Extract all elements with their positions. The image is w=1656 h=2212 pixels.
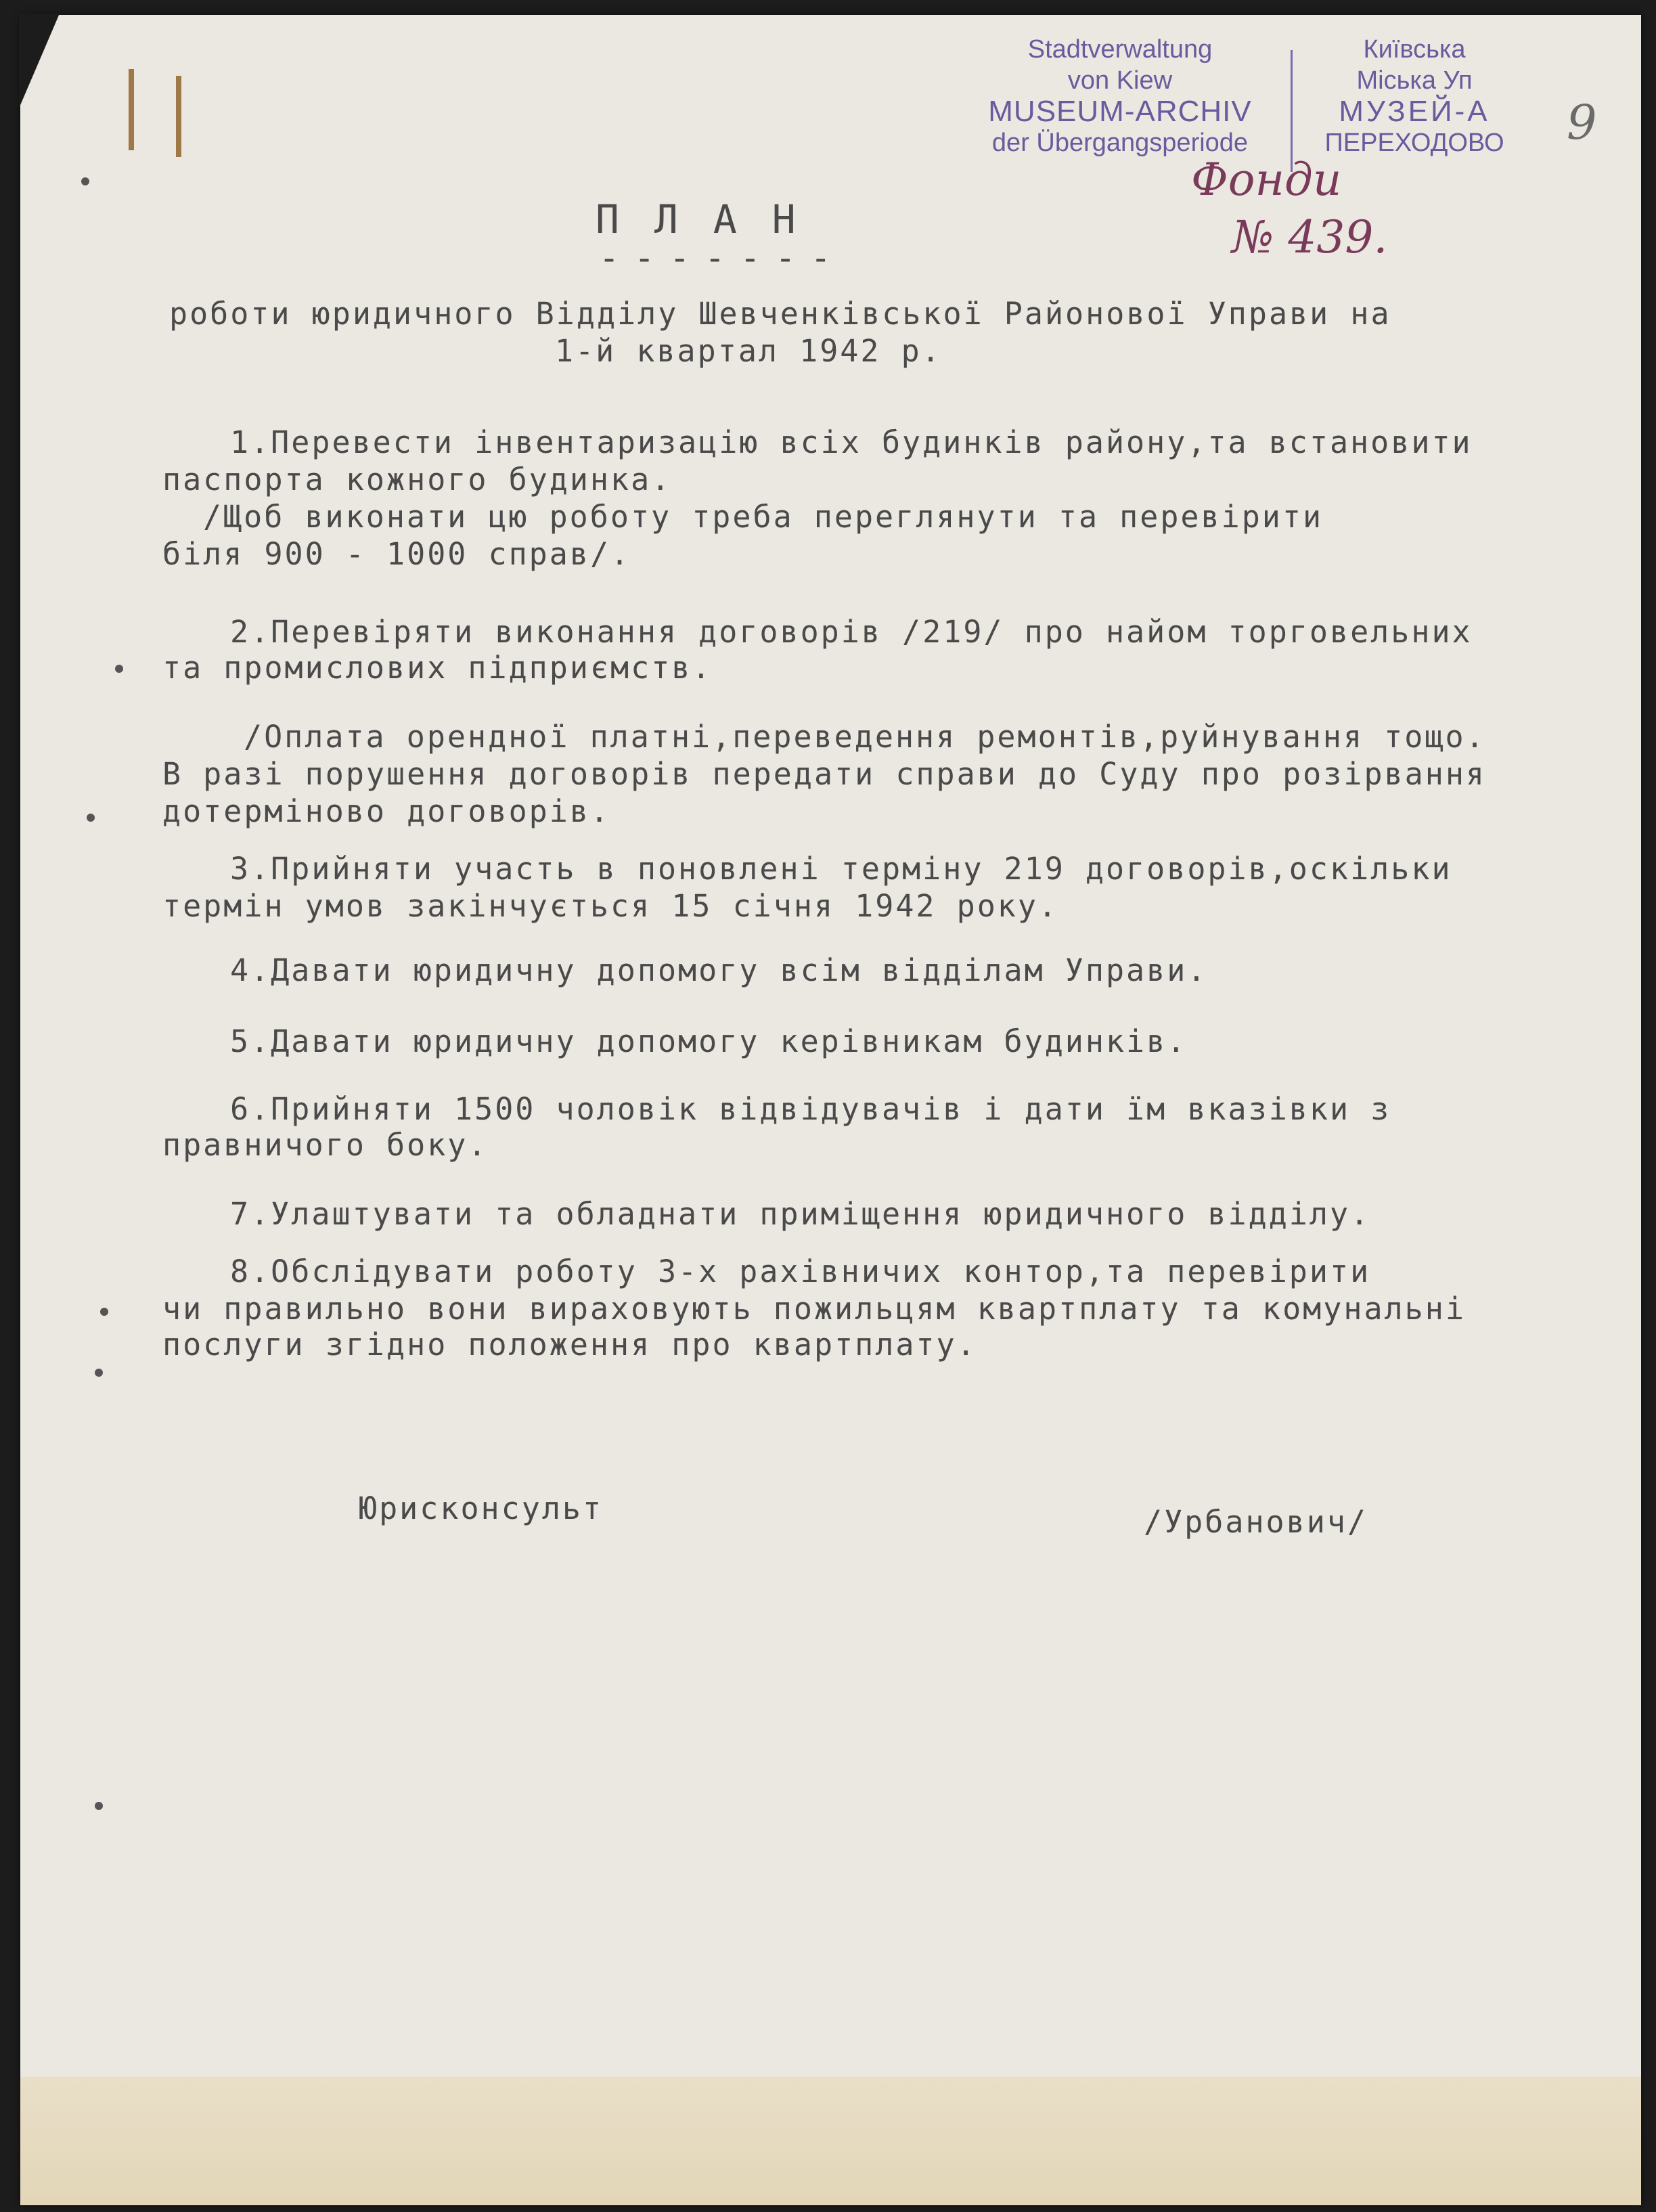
subtitle-line: роботи юридичного Відділу Шевченківської Районової Управи на <box>169 296 1391 332</box>
binding-hole <box>81 177 89 185</box>
binding-hole <box>95 1369 103 1377</box>
stamp-line: der Übergangsperiode <box>991 129 1249 157</box>
archive-stamp-german <box>971 34 1269 158</box>
title-underline: ------- <box>599 238 846 278</box>
item-line: та промислових підприємств. <box>162 650 713 686</box>
item-line: /Щоб виконати цю роботу треба переглянути та перевірити <box>203 499 1324 535</box>
signature-role: Юрисконсульт <box>359 1490 604 1526</box>
stamp-line: МУЗЕЙ-А <box>1339 95 1490 128</box>
stamp-line: von Kiew <box>1067 66 1173 95</box>
signature-name: /Урбанович/ <box>1144 1504 1368 1540</box>
item-line: 2.Перевіряти виконання договорів /219/ про найом торговельних <box>230 614 1473 650</box>
binding-hole <box>115 665 123 673</box>
item-line: В разі порушення договорів передати справи до Суду про розірвання <box>162 756 1486 792</box>
stamp-line: Київська <box>1363 35 1466 64</box>
binding-hole <box>87 814 95 822</box>
binding-staple <box>129 69 134 150</box>
item-line: правничого боку. <box>162 1127 489 1163</box>
paper-edge-strip <box>20 2077 1641 2205</box>
item-line: термін умов закінчується 15 січня 1942 року. <box>162 888 1059 924</box>
item-line: 8.Обслідувати роботу 3-х рахівничих контор,та перевірити <box>230 1254 1371 1289</box>
item-line: дотерміново договорів. <box>162 793 611 829</box>
item-line: чи правильно вони вираховують пожильцям квартплату та комунальні <box>162 1291 1466 1327</box>
item-line: 7.Улаштувати та обладнати приміщення юридичного відділу. <box>230 1196 1371 1232</box>
torn-corner <box>19 14 60 108</box>
stamp-line: Міська Уп <box>1356 66 1473 95</box>
item-line: 1.Перевести інвентаризацію всіх будинків району,та встановити <box>230 424 1473 460</box>
subtitle-line: 1-й квартал 1942 р. <box>555 333 942 369</box>
item-line: паспорта кожного будинка. <box>162 462 672 497</box>
archive-stamp-ukrainian <box>1299 34 1529 158</box>
handwritten-fond: Фонди <box>1191 154 1342 206</box>
page-number: 9 <box>1567 95 1597 150</box>
binding-staple <box>176 76 181 157</box>
item-line: /Оплата орендної платні,переведення ремонтів,руйнування тощо. <box>244 719 1486 755</box>
item-line: послуги згідно положення про квартплату. <box>162 1327 977 1363</box>
binding-hole <box>95 1802 103 1810</box>
item-line: 6.Прийняти 1500 чоловік відвідувачів і дати їм вказівки з <box>230 1091 1391 1127</box>
item-line: 5.Давати юридичну допомогу керівникам будинків. <box>230 1023 1188 1059</box>
handwritten-fond-number: № 439. <box>1232 211 1388 263</box>
document-title: ПЛАН <box>596 196 831 242</box>
stamp-line: MUSEUM-ARCHIV <box>988 95 1252 128</box>
binding-hole <box>100 1308 108 1316</box>
item-line: біля 900 - 1000 справ/. <box>162 536 631 572</box>
stamp-line: ПЕРЕХОДОВО <box>1324 129 1504 157</box>
stamp-line: Stadtverwaltung <box>1027 35 1213 64</box>
document-sheet <box>20 15 1641 2205</box>
item-line: 3.Прийняти участь в поновлені терміну 219 договорів,оскільки <box>230 851 1452 887</box>
item-line: 4.Давати юридичну допомогу всім відділам Управи. <box>230 952 1208 988</box>
